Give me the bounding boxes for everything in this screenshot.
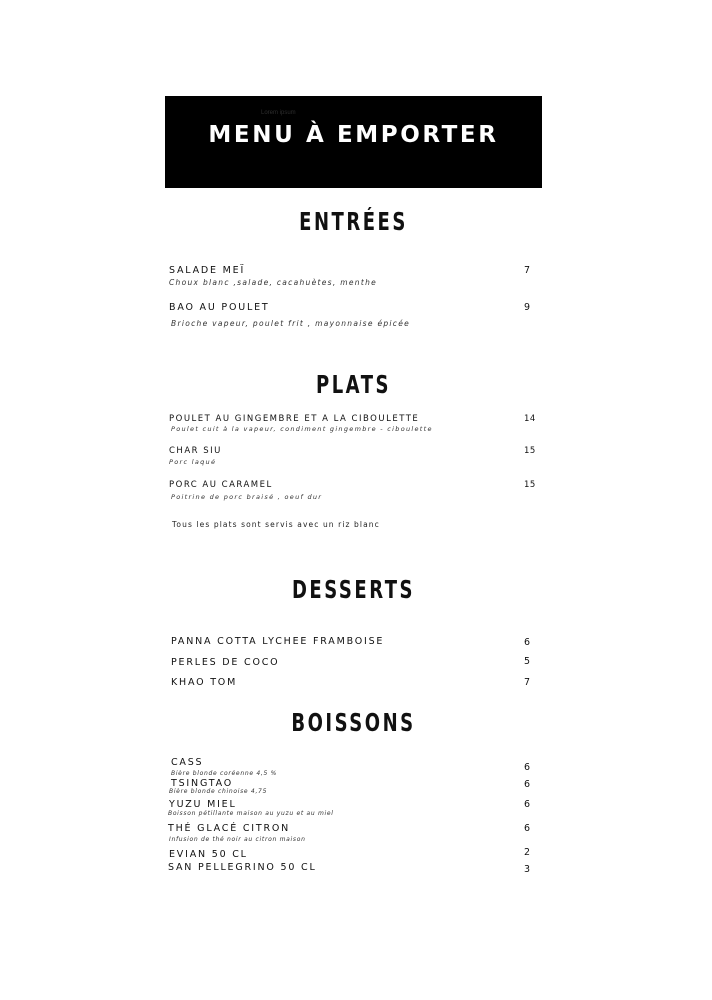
section-title-plats: PLATS — [315, 370, 392, 399]
section-title-boissons: BOISSONS — [291, 708, 416, 737]
item-name: CHAR SIU — [169, 446, 222, 456]
section-title-desserts: DESSERTS — [291, 575, 416, 604]
banner-small-text: Lorem ipsum — [261, 110, 296, 116]
item-description: Brioche vapeur, poulet frit , mayonnaise épicée — [171, 319, 411, 328]
item-name: POULET AU GINGEMBRE ET A LA CIBOULETTE — [169, 414, 420, 424]
item-price: 15 — [524, 446, 536, 456]
item-name: PORC AU CARAMEL — [169, 480, 273, 490]
item-price: 7 — [524, 265, 531, 276]
item-price: 9 — [524, 302, 531, 313]
item-price: 2 — [524, 847, 531, 858]
menu-banner — [165, 96, 542, 188]
plats-note: Tous les plats sont servis avec un riz blanc — [172, 520, 380, 529]
item-price: 5 — [524, 656, 531, 667]
item-name: PERLES DE COCO — [171, 657, 280, 668]
item-name: EVIAN 50 CL — [169, 849, 248, 860]
item-description: Bière blonde chinoise 4,75 — [169, 788, 268, 795]
item-name: CASS — [171, 757, 204, 768]
item-price: 6 — [524, 779, 531, 790]
item-description: Choux blanc ,salade, cacahuètes, menthe — [169, 278, 378, 287]
item-name: BAO AU POULET — [169, 302, 270, 313]
item-name: THÉ GLACÉ CITRON — [168, 823, 291, 834]
item-price: 15 — [524, 480, 536, 490]
item-price: 6 — [524, 762, 531, 773]
item-description: Porc laqué — [169, 458, 217, 466]
item-price: 6 — [524, 799, 531, 810]
item-description: Bière blonde coréenne 4,5 % — [171, 770, 277, 777]
item-name: KHAO TOM — [171, 677, 238, 688]
section-title-entrees: ENTRÉES — [299, 207, 408, 236]
item-name: YUZU MIEL — [169, 799, 237, 810]
item-name: PANNA COTTA LYCHEE FRAMBOISE — [171, 636, 385, 647]
item-description: Poitrine de porc braisé , oeuf dur — [171, 493, 323, 501]
item-name: SALADE MEÏ — [169, 265, 246, 276]
item-price: 7 — [524, 677, 531, 688]
item-description: Poulet cuit à la vapeur, condiment gingembre - ciboulette — [171, 425, 433, 433]
item-description: Boisson pétillante maison au yuzu et au miel — [168, 810, 334, 817]
item-price: 14 — [524, 414, 536, 424]
menu-title: MENU À EMPORTER — [208, 122, 499, 148]
item-description: Infusion de thé noir au citron maison — [169, 836, 306, 843]
item-price: 6 — [524, 823, 531, 834]
item-name: SAN PELLEGRINO 50 CL — [168, 862, 317, 873]
item-price: 6 — [524, 637, 531, 648]
item-name: TSINGTAO — [171, 778, 234, 789]
item-price: 3 — [524, 864, 531, 875]
